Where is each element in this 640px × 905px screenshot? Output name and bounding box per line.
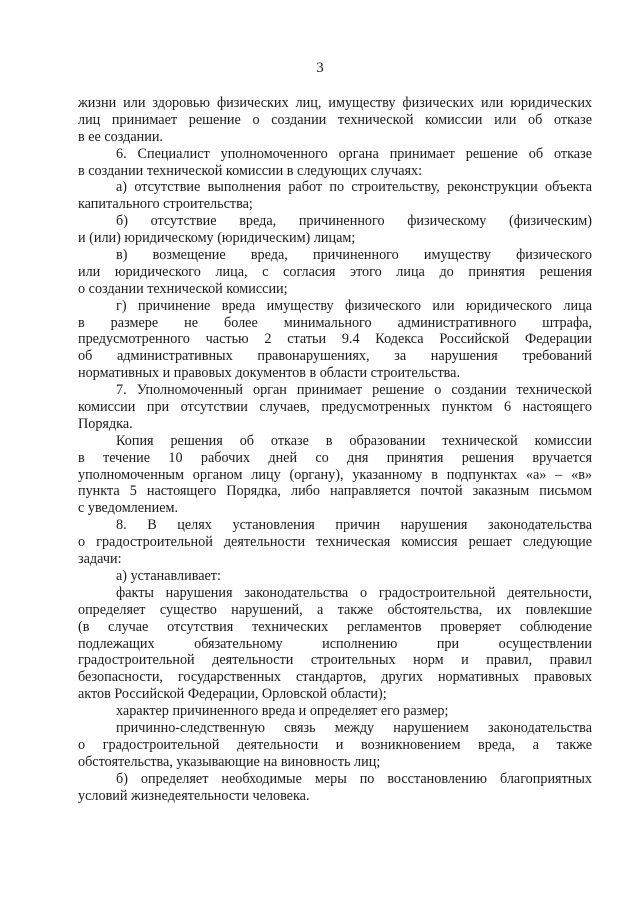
text-line: задачи: — [78, 551, 122, 568]
text-line: а) устанавливает: — [116, 567, 221, 584]
text-line: пункта 5 настоящего Порядка, либо направляется почтой заказным письмом — [78, 483, 592, 500]
text-line: жизни или здоровью физических лиц, имуществу физических или юридических — [78, 95, 592, 111]
text-line: лиц принимает решение о создании технической комиссии или об отказе — [78, 111, 592, 128]
text-line: в течение 10 рабочих дней со дня принятия решения вручается — [78, 449, 592, 466]
text-line: Порядка. — [78, 415, 133, 432]
text-line: в ее создании. — [78, 128, 163, 145]
text-line: с уведомлением. — [78, 500, 179, 517]
text-line: в размере не более минимального административного штрафа, — [78, 314, 592, 331]
text-line: 7. Уполномоченный орган принимает решение о создании технической — [116, 382, 592, 399]
text-line: 6. Специалист уполномоченного органа принимает решение об отказе — [116, 145, 592, 162]
text-line: б) отсутствие вреда, причиненного физическому (физическим) — [116, 213, 592, 230]
text-line: подлежащих обязательному исполнению при осуществлении — [78, 635, 592, 652]
text-line: предусмотренного частью 2 статьи 9.4 Кодекса Российской Федерации — [78, 331, 592, 348]
text-line: капитального строительства; — [78, 196, 253, 213]
page-number: 3 — [316, 60, 324, 76]
text-line: б) определяет необходимые меры по восстановлению благоприятных — [116, 770, 592, 787]
text-line: нормативных и правовых документов в области строительства. — [78, 365, 461, 382]
text-line: о градостроительной деятельности и возникновением вреда, а также — [78, 736, 592, 753]
text-line: условий жизнедеятельности человека. — [78, 787, 310, 804]
text-line: в создании технической комиссии в следующих случаях: — [78, 162, 423, 179]
text-line: 8. В целях установления причин нарушения законодательства — [116, 517, 592, 534]
text-line: комиссии при отсутствии случаев, предусмотренных пунктом 6 настоящего — [78, 399, 592, 416]
text-line: о градостроительной деятельности техническая комиссия решает следующие — [78, 534, 592, 551]
text-line: а) отсутствие выполнения работ по строительству, реконструкции объекта — [116, 179, 592, 196]
text-line: уполномоченным органом лицу (органу), указанному в подпунктах «а» – «в» — [78, 466, 592, 483]
text-line: градостроительной деятельности строительных норм и правил, правил — [78, 652, 592, 669]
text-line: обстоятельства, указывающие на виновность лиц; — [78, 753, 381, 770]
text-line: (в случае отсутствия технических регламентов проверяет соблюдение — [78, 618, 592, 635]
text-line: характер причиненного вреда и определяет его размер; — [116, 703, 449, 720]
text-line: причинно-следственную связь между нарушением законодательства — [116, 719, 592, 736]
text-line: определяет существо нарушений, а также обстоятельства, их повлекшие — [78, 601, 592, 618]
text-line: г) причинение вреда имуществу физического или юридического лица — [116, 297, 592, 314]
text-line: об административных правонарушениях, за нарушения требований — [78, 348, 592, 365]
text-line: и (или) юридическому (юридическим) лицам; — [78, 230, 356, 247]
text-line: о создании технической комиссии; — [78, 280, 288, 297]
text-line: или юридического лица, с согласия этого лица до принятия решения — [78, 263, 592, 280]
document-body — [78, 95, 592, 804]
text-line: факты нарушения законодательства о градостроительной деятельности, — [116, 584, 592, 601]
text-line: актов Российской Федерации, Орловской области); — [78, 686, 387, 703]
text-line: в) возмещение вреда, причиненного имуществу физического — [116, 247, 592, 264]
text-line: безопасности, государственных стандартов, других нормативных правовых — [78, 669, 592, 686]
text-line: Копия решения об отказе в образовании технической комиссии — [116, 432, 592, 449]
